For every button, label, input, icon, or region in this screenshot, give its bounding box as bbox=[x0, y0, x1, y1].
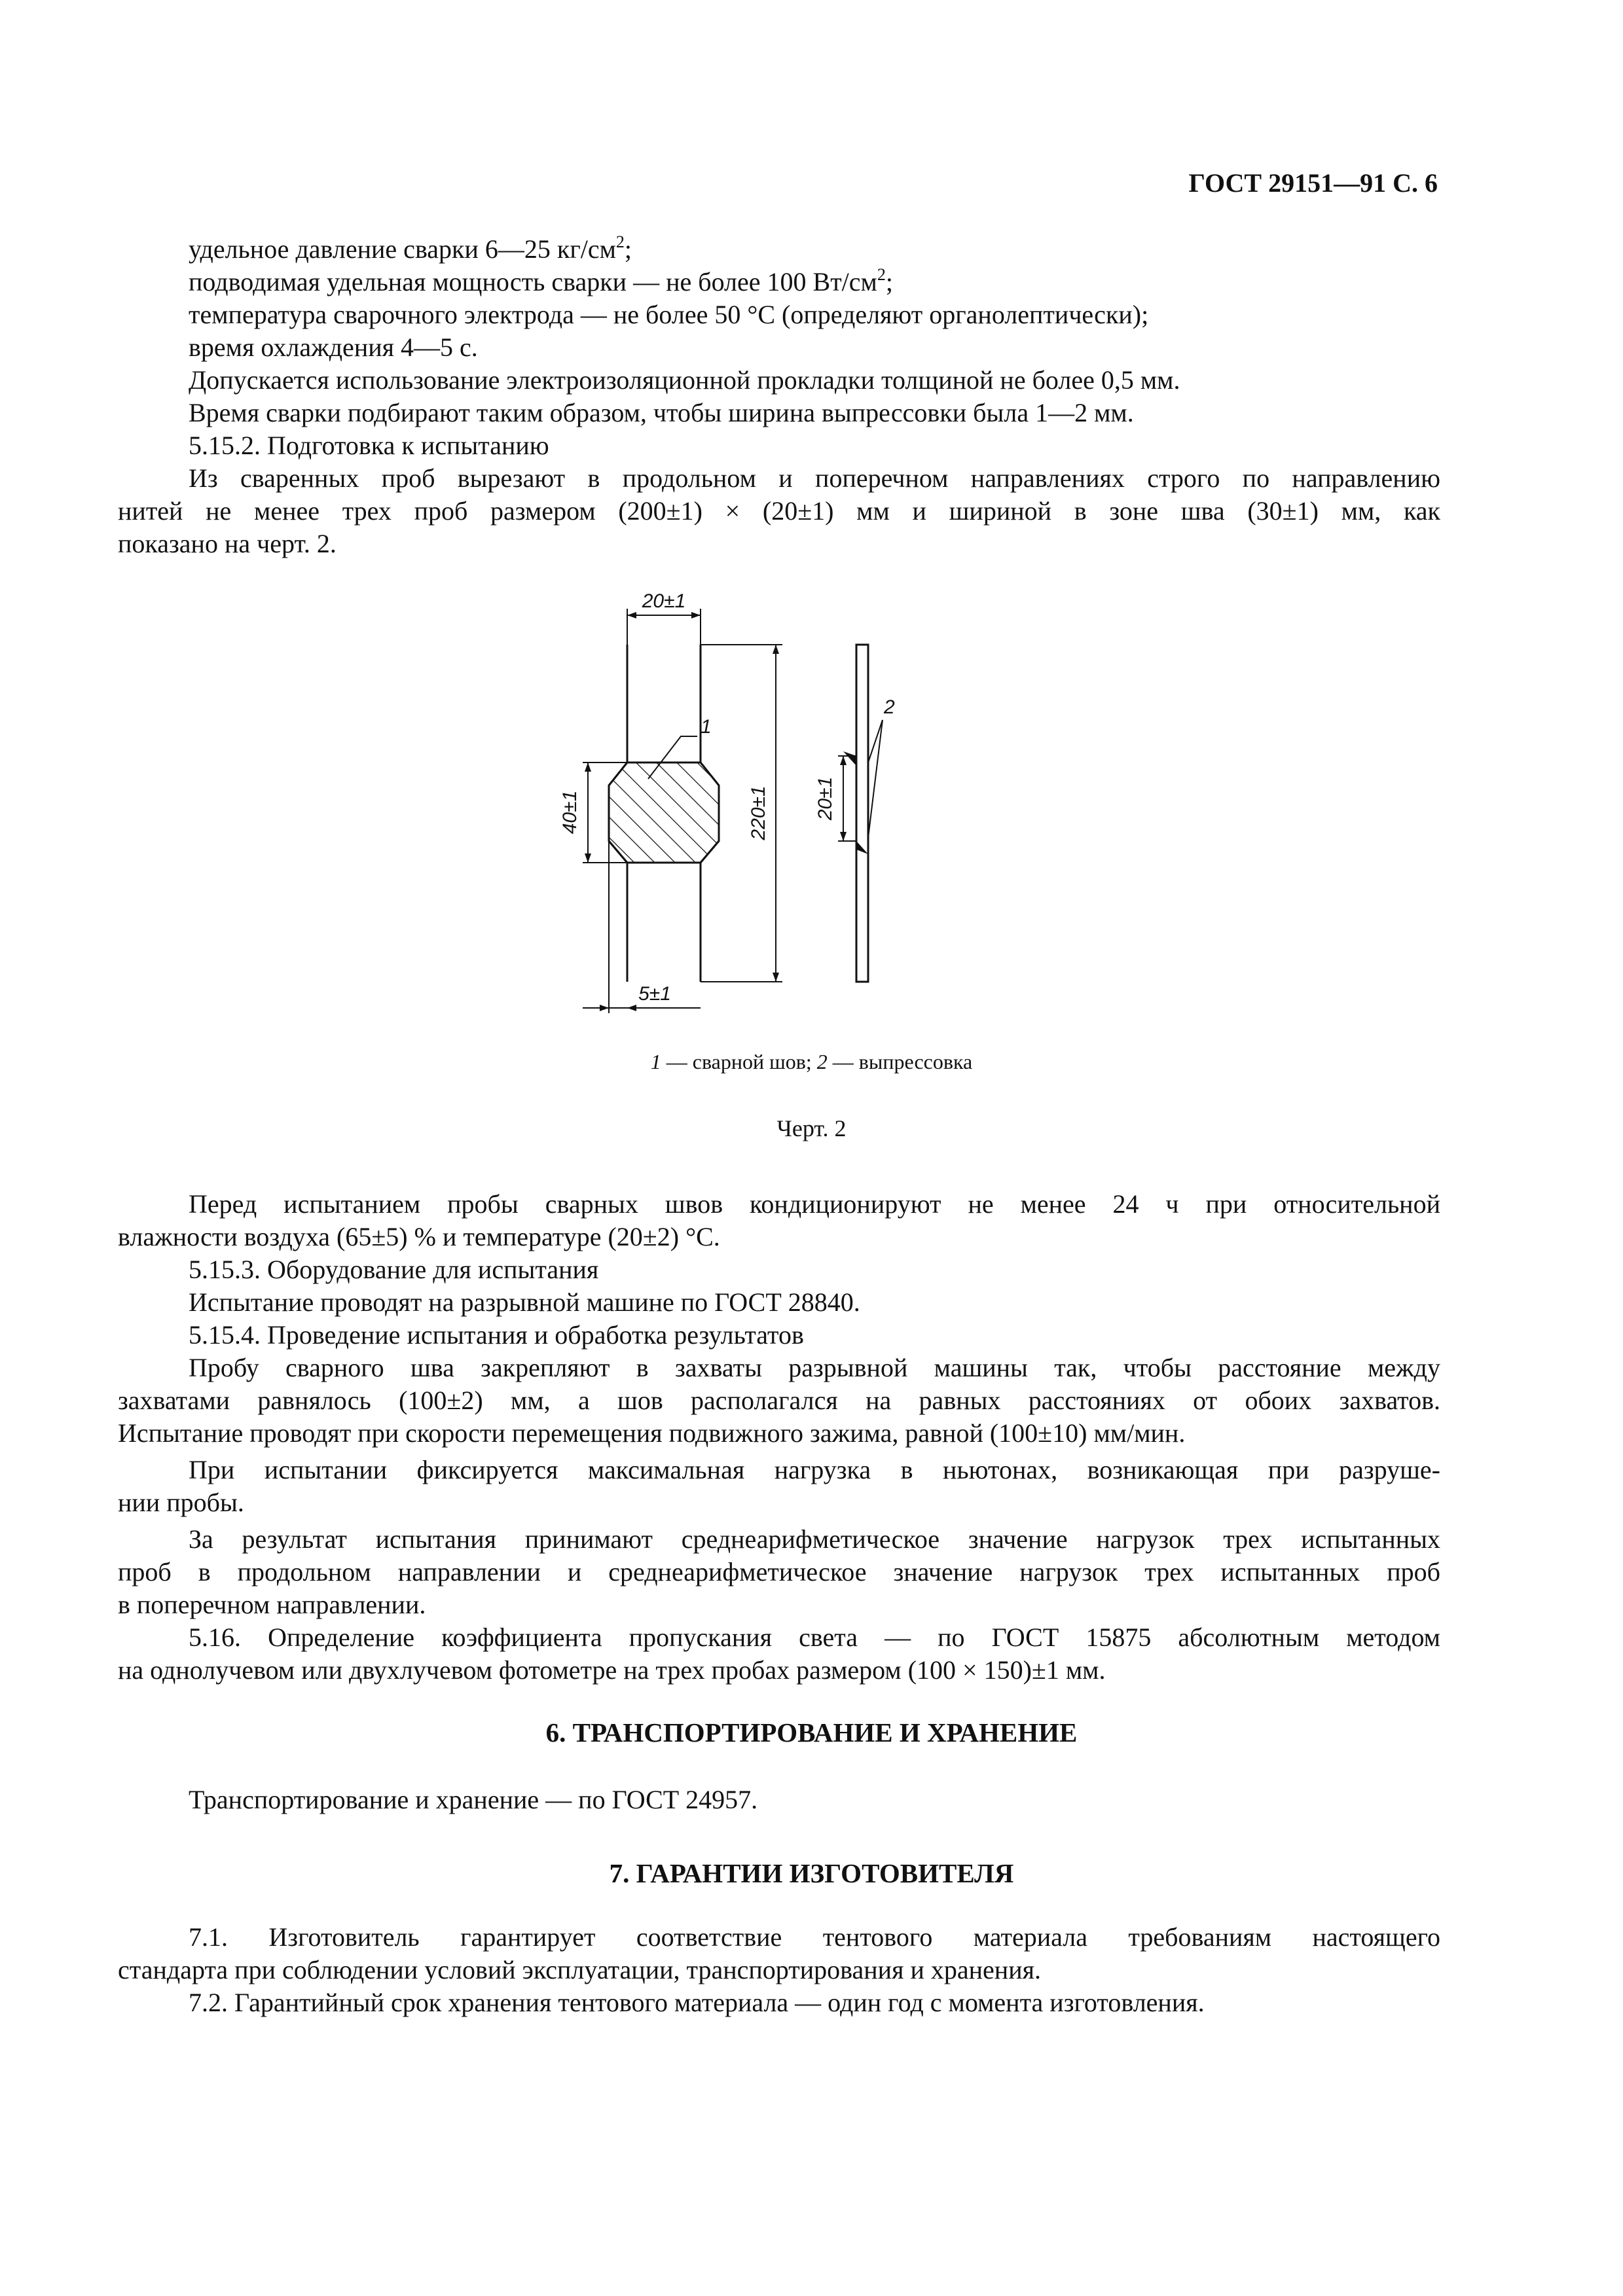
intro-block bbox=[118, 233, 1440, 560]
text-line: За результат испытания принимают среднеарифметическое значение нагрузок трех испытанных bbox=[189, 1524, 1440, 1554]
text-line: время охлаждения 4—5 с. bbox=[189, 332, 478, 362]
page-header: ГОСТ 29151—91 С. 6 bbox=[1188, 168, 1438, 198]
text-line: удельное давление сварки 6—25 $кг/см^2$; bbox=[189, 232, 632, 264]
dim-length-label: 220±1 bbox=[748, 785, 769, 840]
subsection-heading: 5.15.4. Проведение испытания и обработка результатов bbox=[189, 1320, 804, 1350]
text-line: Пробу сварного шва закрепляют в захваты разрывной машины так, чтобы расстояние между bbox=[189, 1353, 1440, 1382]
figure-title: Черт. 2 bbox=[776, 1115, 847, 1141]
text-line: Из сваренных проб вырезают в продольном и поперечном направлениях строго по направлению bbox=[189, 463, 1440, 493]
label-extrusion: 2 bbox=[884, 696, 895, 718]
main-block bbox=[118, 1188, 1440, 1687]
section-7-block bbox=[118, 1921, 1440, 2019]
text-line: Испытание проводят при скорости перемещения подвижного зажима, равной (100±10) мм/мин. bbox=[118, 1418, 1186, 1448]
weld-seam-hatch bbox=[609, 762, 719, 863]
text-line: в поперечном направлении. bbox=[118, 1590, 426, 1619]
subsection-heading: 5.15.3. Оборудование для испытания bbox=[189, 1255, 599, 1284]
figure-legend: 1 — сварной шов; 2 — выпрессовка bbox=[650, 1050, 973, 1073]
dim-width-label: 20±1 bbox=[642, 590, 686, 612]
text-line: на однолучевом или двухлучевом фотометре на трех пробах размером (100 × 150)±1 мм. bbox=[118, 1655, 1106, 1685]
text-line: стандарта при соблюдении условий эксплуатации, транспортирования и хранения. bbox=[118, 1955, 1042, 1984]
text-line: нии пробы. bbox=[118, 1488, 244, 1517]
text-line: проб в продольном направлении и среднеарифметическое значение нагрузок трех испытанных проб bbox=[118, 1557, 1440, 1587]
section-6-title: 6. ТРАНСПОРТИРОВАНИЕ И ХРАНЕНИЕ bbox=[545, 1717, 1078, 1748]
section-6-block bbox=[118, 1784, 1440, 1816]
text-line: Транспортирование и хранение — по ГОСТ 24957. bbox=[189, 1785, 758, 1814]
specimen-drawing bbox=[543, 589, 1028, 1021]
text-line: 7.1. Изготовитель гарантирует соответствие тентового материала требованиям настоящего bbox=[189, 1922, 1440, 1952]
text-line: Испытание проводят на разрывной машине по ГОСТ 28840. bbox=[189, 1287, 860, 1317]
section-7-title: 7. ГАРАНТИИ ИЗГОТОВИТЕЛЯ bbox=[609, 1858, 1014, 1888]
text-line: Время сварки подбирают таким образом, чтобы ширина выпрессовки была 1—2 мм. bbox=[189, 398, 1134, 427]
text-line: Допускается использование электроизоляционной прокладки толщиной не более 0,5 мм. bbox=[189, 365, 1180, 395]
dim-offset-label: 5±1 bbox=[638, 983, 671, 1005]
text-line: влажности воздуха (65±5) % и температуре (20±2) °С. bbox=[118, 1222, 720, 1251]
text-line: При испытании фиксируется максимальная нагрузка в ньютонах, возникающая при разруше- bbox=[189, 1455, 1440, 1484]
text-line: 5.16. Определение коэффициента пропускания света — по ГОСТ 15875 абсолютным методом bbox=[189, 1623, 1440, 1652]
text-line: захватами равнялось (100±2) мм, а шов располагался на равных расстояниях от обоих захватов. bbox=[118, 1386, 1440, 1415]
text-line: температура сварочного электрода — не более 50 °С (определяют органолептически); bbox=[189, 300, 1149, 329]
text-line: подводимая удельная мощность сварки — не более 100 $Вт/см^2$; bbox=[189, 264, 893, 296]
text-line: Перед испытанием пробы сварных швов кондиционируют не менее 24 ч при относительной bbox=[189, 1189, 1440, 1219]
subsection-heading: 5.15.2. Подготовка к испытанию bbox=[189, 431, 549, 460]
text-line: 7.2. Гарантийный срок хранения тентового материала — один год с момента изготовления. bbox=[189, 1988, 1205, 2017]
text-line: показано на черт. 2. bbox=[118, 529, 337, 558]
dim-weld-zone-label: 40±1 bbox=[559, 790, 581, 834]
text-line: нитей не менее трех проб размером (200±1) × (20±1) мм и шириной в зоне шва (30±1) мм, как bbox=[118, 496, 1440, 526]
dim-side-label: 20±1 bbox=[814, 776, 836, 821]
label-weld: 1 bbox=[701, 716, 712, 738]
